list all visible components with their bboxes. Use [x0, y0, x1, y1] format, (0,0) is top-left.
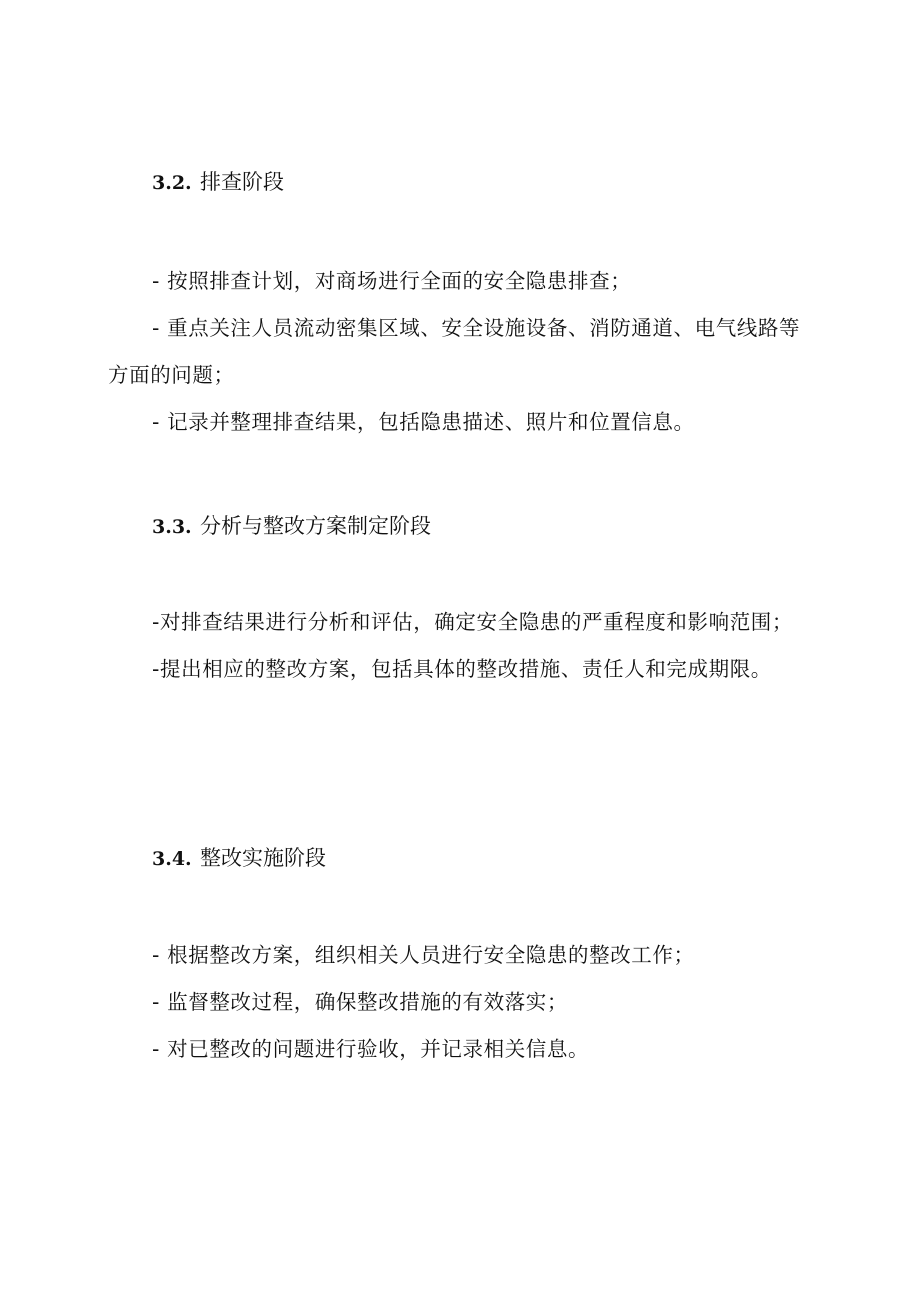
section-number: 3.2. — [152, 172, 192, 194]
section-title: 分析与整改方案制定阶段 — [200, 514, 431, 538]
section-3-2 — [108, 168, 818, 446]
section-3-3 — [108, 512, 818, 693]
paragraph: - 重点关注人员流动密集区域、安全设施设备、消防通道、电气线路等方面的问题； — [108, 316, 801, 387]
paragraph: - 监督整改过程，确保整改措施的有效落实； — [152, 990, 569, 1014]
section-heading — [108, 844, 818, 873]
section-3-4 — [108, 844, 818, 1073]
section-body — [108, 258, 818, 446]
paragraph: - 根据整改方案，组织相关人员进行安全隐患的整改工作； — [152, 943, 695, 967]
paragraph: - 记录并整理排查结果，包括隐患描述、照片和位置信息。 — [152, 410, 695, 434]
section-body — [108, 932, 818, 1073]
section-body — [108, 599, 818, 693]
paragraph: - 按照排查计划，对商场进行全面的安全隐患排查； — [152, 269, 632, 293]
section-title: 整改实施阶段 — [200, 846, 326, 870]
paragraph: -提出相应的整改方案，包括具体的整改措施、责任人和完成期限。 — [152, 657, 772, 681]
section-number: 3.4. — [152, 848, 192, 870]
section-heading — [108, 168, 818, 197]
paragraph: -对排查结果进行分析和评估，确定安全隐患的严重程度和影响范围； — [152, 610, 793, 634]
section-number: 3.3. — [152, 516, 192, 538]
paragraph: - 对已整改的问题进行验收，并记录相关信息。 — [152, 1037, 590, 1061]
section-title: 排查阶段 — [200, 170, 284, 194]
section-heading — [108, 512, 818, 541]
